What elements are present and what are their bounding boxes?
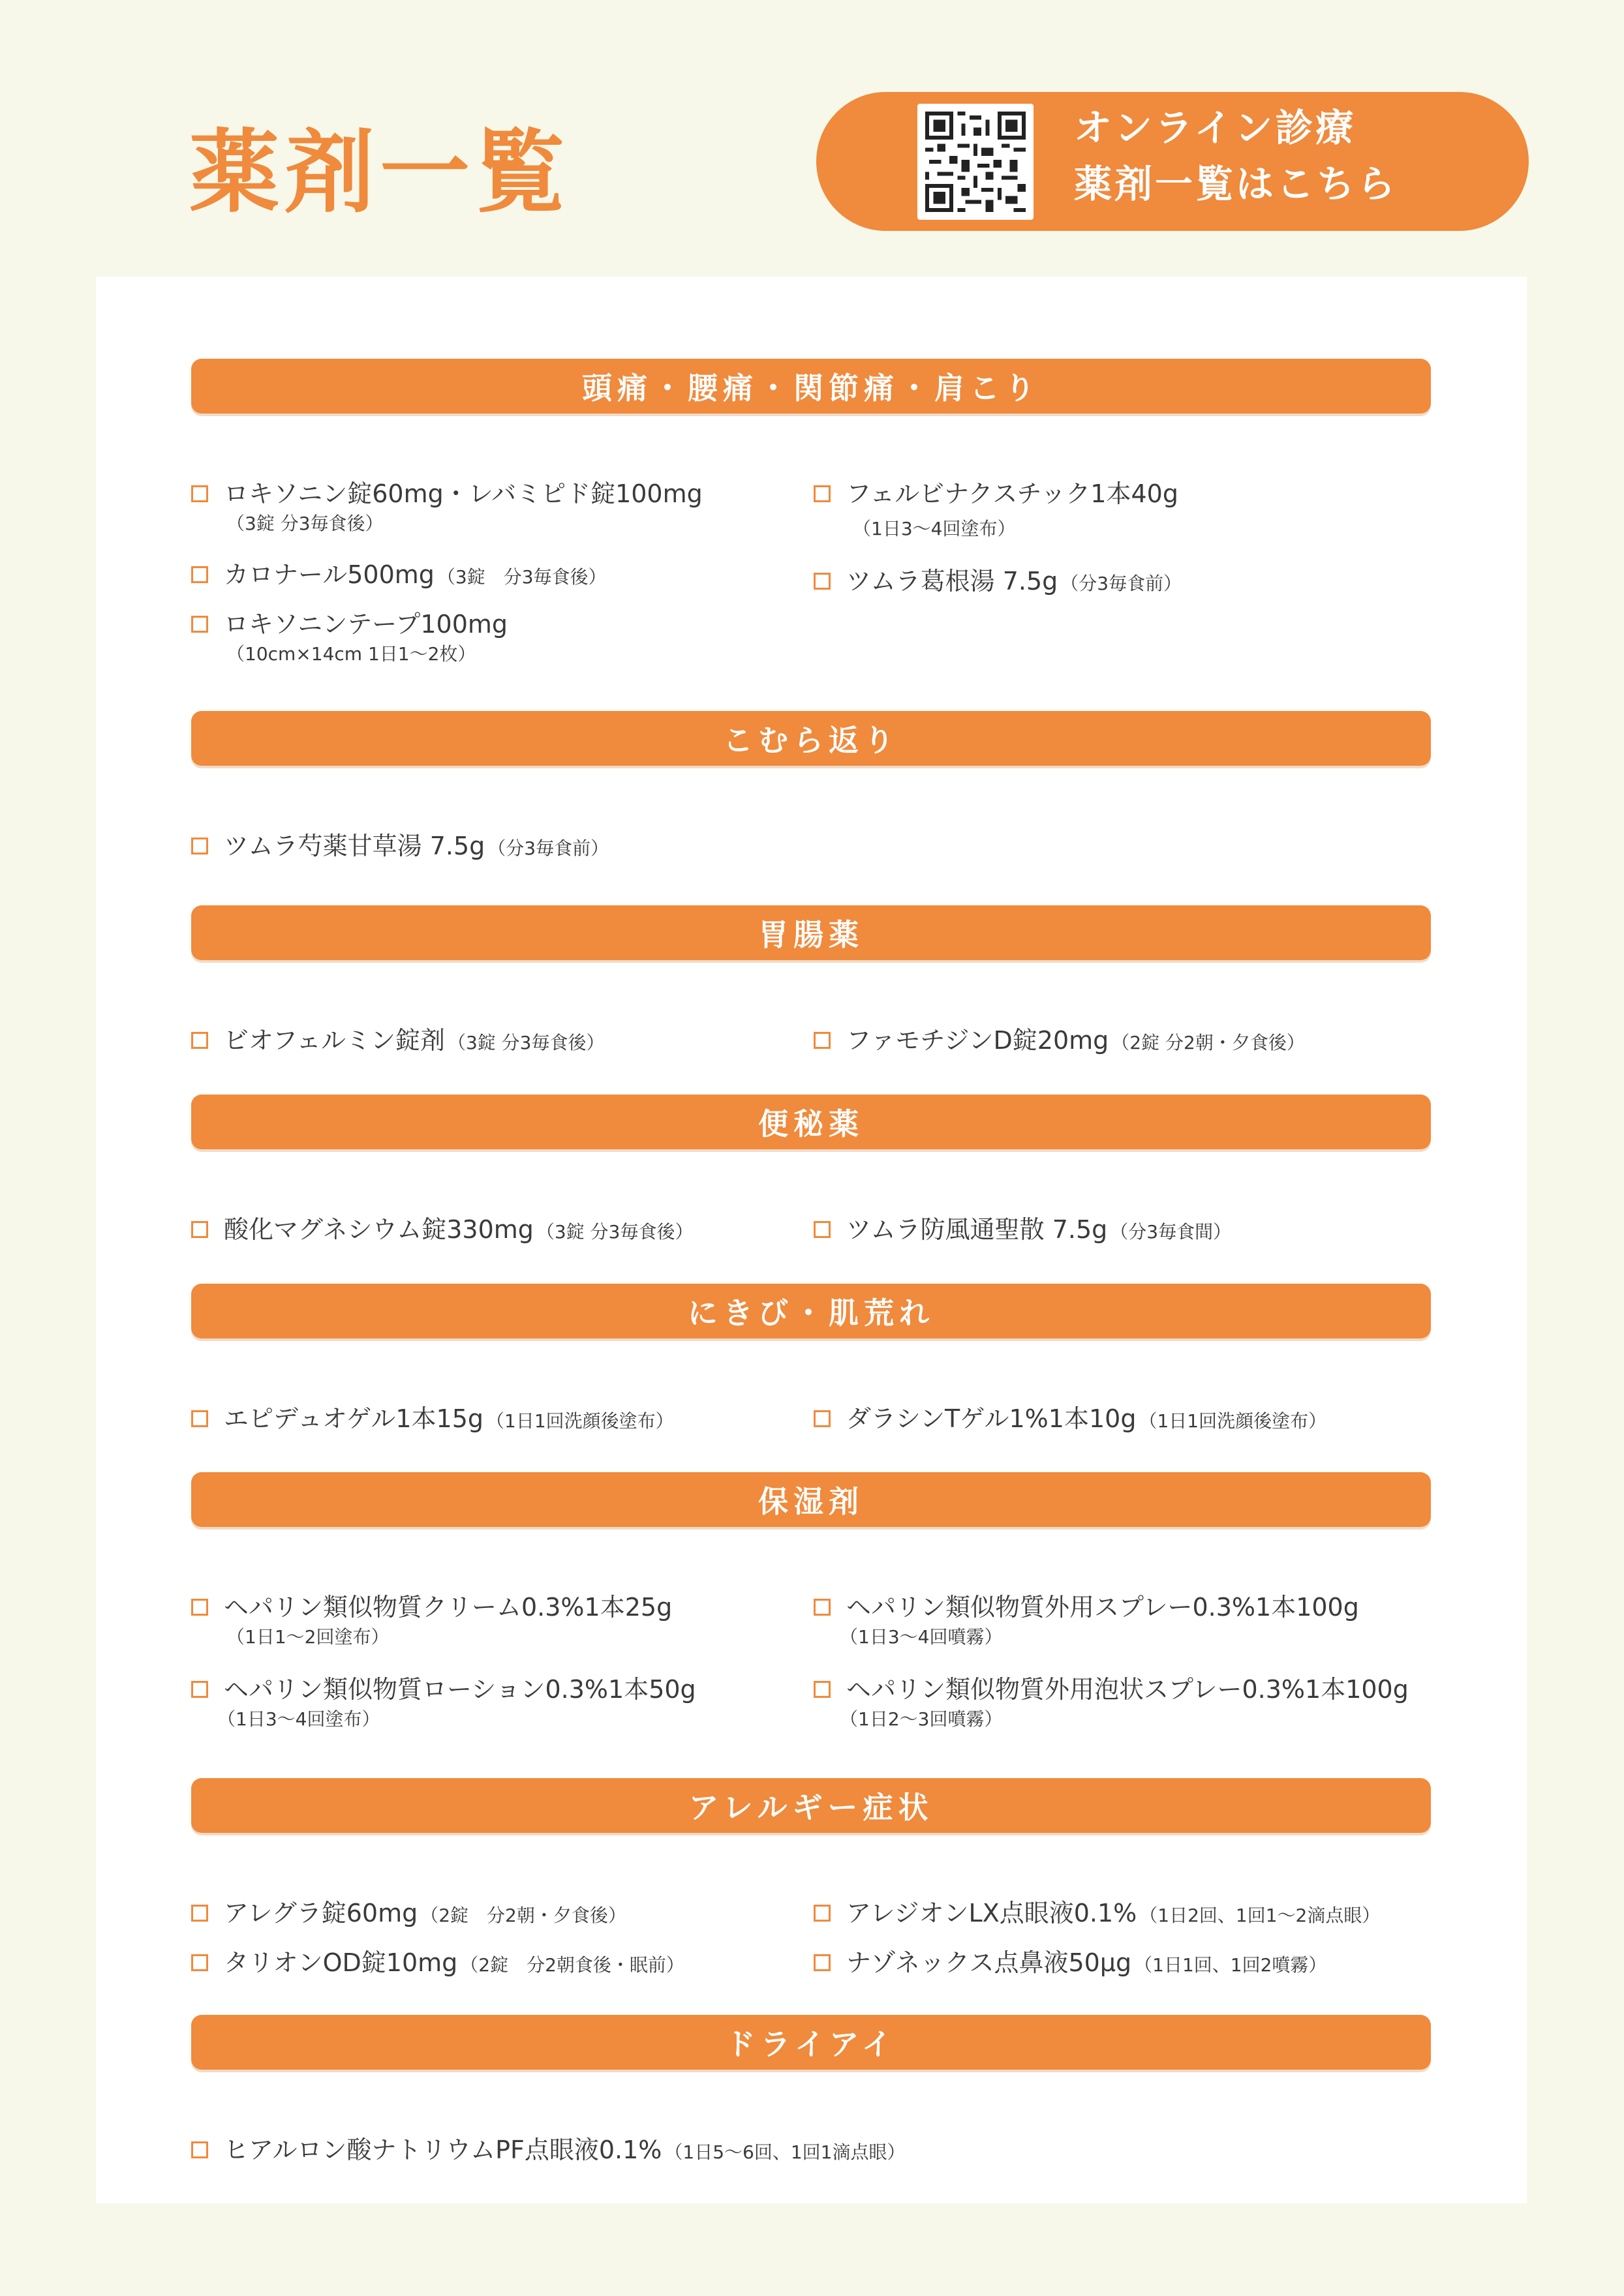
- drug-dosage: （1日2～3回噴霧）: [840, 1708, 1003, 1730]
- section-moisturizer: [191, 1472, 1431, 1730]
- checkbox[interactable]: [814, 1905, 831, 1922]
- drug-name: ダラシンTゲル1%1本10g （1日1回洗顔後塗布）: [846, 1404, 1327, 1433]
- section-dry-eye: [191, 2015, 1431, 2164]
- section-header: 保湿剤: [191, 1472, 1431, 1527]
- drug-name: ヘパリン類似物質ローション0.3%1本50g: [224, 1675, 696, 1704]
- checkbox[interactable]: [191, 2141, 208, 2158]
- section-header: 胃腸薬: [191, 905, 1431, 960]
- checkbox[interactable]: [814, 485, 831, 502]
- section-header: アレルギー症状: [191, 1778, 1431, 1833]
- drug-name: ヒアルロン酸ナトリウムPF点眼液0.1% （1日5～6回、1回1滴点眼）: [224, 2136, 906, 2164]
- qr-code-icon[interactable]: [917, 104, 1034, 220]
- drug-dosage: （1日3～4回塗布）: [853, 518, 1016, 539]
- checkbox[interactable]: [814, 573, 831, 590]
- drug-name: エピデュオゲル1本15g （1日1回洗顔後塗布）: [224, 1404, 674, 1433]
- section-header: こむら返り: [191, 711, 1431, 766]
- section-gastro: [191, 905, 1431, 1055]
- checkbox[interactable]: [191, 1221, 208, 1238]
- section-constipation: [191, 1095, 1431, 1244]
- drug-name: ツムラ防風通聖散 7.5g （分3毎食間）: [846, 1215, 1232, 1244]
- section-header: 便秘薬: [191, 1095, 1431, 1149]
- drug-dosage: （1日3～4回塗布）: [217, 1708, 380, 1730]
- checkbox[interactable]: [191, 566, 208, 583]
- drug-name: ツムラ葛根湯 7.5g （分3毎食前）: [846, 567, 1182, 596]
- checkbox[interactable]: [814, 1681, 831, 1698]
- checkbox[interactable]: [814, 1599, 831, 1616]
- drug-dosage: （1日1～2回塗布）: [226, 1626, 390, 1648]
- drug-name: タリオンOD錠10mg （2錠 分2朝食後・眠前）: [224, 1948, 684, 1977]
- checkbox[interactable]: [191, 616, 208, 633]
- drug-name: アレジオンLX点眼液0.1% （1日2回、1回1～2滴点眼）: [846, 1899, 1381, 1927]
- checkbox[interactable]: [191, 1954, 208, 1971]
- drug-dosage: （1日3～4回噴霧）: [840, 1626, 1003, 1648]
- drug-name: ナゾネックス点鼻液50μg （1日1回、1回2噴霧）: [846, 1948, 1327, 1977]
- checkbox[interactable]: [191, 1599, 208, 1616]
- drug-name: ロキソニン錠60mg・レバミピド錠100mg: [224, 479, 703, 508]
- checkbox[interactable]: [191, 1905, 208, 1922]
- page-title: 薬剤一覧: [189, 120, 571, 225]
- section-header: ドライアイ: [191, 2015, 1431, 2070]
- drug-name: ヘパリン類似物質外用スプレー0.3%1本100g: [846, 1593, 1359, 1622]
- drug-name: ヘパリン類似物質外用泡状スプレー0.3%1本100g: [846, 1675, 1409, 1704]
- drug-name: ビオフェルミン錠剤 （3錠 分3毎食後）: [224, 1026, 605, 1055]
- banner-line-1[interactable]: オンライン診療: [1074, 106, 1356, 150]
- checkbox[interactable]: [191, 1681, 208, 1698]
- medication-list-card: [96, 277, 1527, 2203]
- section-acne: [191, 1284, 1431, 1433]
- drug-name: ツムラ芍薬甘草湯 7.5g （分3毎食前）: [224, 832, 609, 860]
- drug-name: ファモチジンD錠20mg （2錠 分2朝・夕食後）: [846, 1026, 1305, 1055]
- checkbox[interactable]: [814, 1032, 831, 1049]
- section-allergy: [191, 1778, 1431, 1977]
- section-leg-cramps: [191, 711, 1431, 860]
- drug-name: ヘパリン類似物質クリーム0.3%1本25g: [224, 1593, 673, 1622]
- checkbox[interactable]: [191, 1410, 208, 1427]
- checkbox[interactable]: [814, 1410, 831, 1427]
- section-header: にきび・肌荒れ: [191, 1284, 1431, 1338]
- drug-dosage: （3錠 分3毎食後）: [226, 513, 384, 534]
- checkbox[interactable]: [814, 1221, 831, 1238]
- drug-dosage: （10cm×14cm 1日1～2枚）: [226, 643, 476, 665]
- banner-line-2[interactable]: 薬剤一覧はこちら: [1074, 162, 1398, 206]
- checkbox[interactable]: [814, 1954, 831, 1971]
- section-pain: [191, 359, 1431, 665]
- checkbox[interactable]: [191, 1032, 208, 1049]
- drug-name: ロキソニンテープ100mg: [224, 610, 508, 639]
- section-header: 頭痛・腰痛・関節痛・肩こり: [191, 359, 1431, 414]
- drug-name: 酸化マグネシウム錠330mg （3錠 分3毎食後）: [224, 1215, 694, 1244]
- online-medication-banner[interactable]: [816, 92, 1529, 231]
- drug-name: アレグラ錠60mg （2錠 分2朝・夕食後）: [224, 1899, 626, 1927]
- drug-name: フェルビナクスチック1本40g: [846, 479, 1178, 508]
- checkbox[interactable]: [191, 485, 208, 502]
- checkbox[interactable]: [191, 838, 208, 854]
- drug-name: カロナール500mg （3錠 分3毎食後）: [224, 560, 607, 589]
